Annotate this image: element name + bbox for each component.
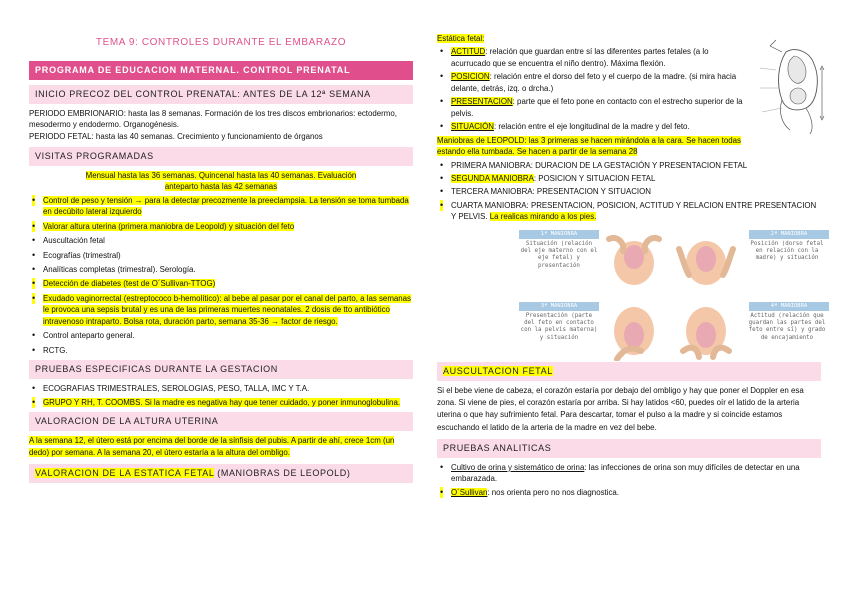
list-item-text: RCTG. [43,345,68,355]
list-item-text: Valorar altura uterina (primera maniobra de Leopold) y situación del feto [43,221,295,231]
section-pruebas-band: PRUEBAS ESPECIFICAS DURANTE LA GESTACION [29,360,413,379]
list-item [29,330,413,341]
list-item [437,487,821,498]
list-item-text: Detección de diabetes (test de O´Sullivan-TTOG) [43,279,216,289]
list-item-text: Control de peso y tensión → para la detectar precozmente la preeclampsia. La tensión se toma tumbada en decúbito lateral izquierdo [43,195,409,217]
maneuver-1-caption: Situación (relación del eje materno con el eje fetal) y presentación [520,240,598,269]
program-band: PROGRAMA DE EDUCACION MATERNAL. CONTROL PRENATAL [29,61,413,80]
estatica-fetal-highlight: Estática fetal: [437,34,485,43]
auscultacion-text: Si el bebe viene de cabeza, el corazón estaría por debajo del ombligo y hay que poner el Doppler en esa zona. Si viene de pies, el corazón estaría por arriba. Si hay latidos <60, puedes oír el latido de la arteria uterina o que hay sufrimiento fetal. Para descartar, tomar el pulso a la madre y si coincide estamos escuchando el latido de la arteria de la madre en vez del bebe. [437,385,804,432]
list-item [437,96,747,119]
list-item [437,462,821,485]
list-item-text: Ecografías (trimestral) [43,250,121,260]
test-description: : las infecciones de orina son muy difíciles de detectar en una embarazada. [451,462,800,484]
list-item [437,173,821,184]
list-item [437,121,747,132]
periodo-fetal-text: PERIODO FETAL: hasta las 40 semanas. Crecimiento y funcionamiento de órganos [29,132,323,142]
section-auscultacion-band [437,362,821,381]
maneuver-3-illustration [597,301,671,361]
maneuver-2-illustration [669,229,743,289]
maneuver-1-label: 1ª MANIOBRA [519,230,599,239]
visitas-list [29,195,413,356]
list-item [29,383,413,394]
list-item-text: Analíticas completas (trimestral). Serología. [43,265,196,275]
maniobra-tail: La realicas mirando a los pies. [489,212,597,222]
section-visitas-band: VISITAS PROGRAMADAS [29,147,413,166]
left-column [29,34,413,487]
page-title: TEMA 9: CONTROLES DURANTE EL EMBARAZO [95,37,347,48]
term-actitud: ACTITUD [451,47,486,57]
fetal-position-illustration [756,38,834,138]
maneuver-2-caption: Posición (dorso fetal en relación con la madre) y situación [750,240,824,262]
auscultacion-band-highlight: AUSCULTACION FETAL [443,365,553,376]
list-item [437,186,821,197]
visitas-schedule-text [29,170,413,193]
list-item [29,235,413,246]
right-column [437,33,826,500]
periodo-embrionario-text: PERIODO EMBRIONARIO: hasta las 8 semanas. Formación de los tres discos embrionarios: ectodermo, mesodermo y endodermo. Organogénesis. [29,108,397,129]
list-item-text: Exudado vaginorrectal (estreptococo b-hemolítico): al bebe al pasar por el canal del parto, a las semanas le provoca una sepsis brutal y es una de las primeras muertes neonatales. 2 dosis de tto antibiótico intravenoso intraparto. Bolsa rota, duración parto, semana 35-36 → factor de riesgo. [43,293,411,326]
maneuver-1-2-panel [519,229,824,287]
maniobra-text: : POSICION Y SITUACION FETAL [533,173,656,183]
maniobra-text: TERCERA MANIOBRA: PRESENTACION Y SITUACION [451,187,651,197]
definition-text: : relación entre el eje longitudinal de la madre y del feto. [493,122,690,132]
term-presentacion: PRESENTACION [451,97,513,107]
maniobra-text: PRIMERA MANIOBRA: DURACION DE LA GESTACIÓN Y PRESENTACION FETAL [451,160,748,170]
maneuver-3-label: 3ª MANIOBRA [519,302,599,311]
maneuver-1-illustration [597,229,671,289]
list-item [29,345,413,356]
definition-text: : parte que el feto pone en contacto con el estrecho superior de la pelvis. [451,97,743,118]
list-item [437,71,747,94]
maneuver-3-4-panel [519,301,826,359]
maniobra-highlight: SEGUNDA MANIOBRA [451,173,534,183]
estatica-band-highlight: VALORACION DE LA ESTATICA FETAL [35,468,215,479]
list-item [437,46,747,69]
list-item [29,195,413,218]
maniobra-text: CUARTA MANIOBRA: PRESENTACION, POSICION, ACTITUD Y RELACION ENTRE PRESENTACION Y PELVIS. [451,200,817,222]
test-name: O´Sullivan [451,487,488,497]
list-item-text: GRUPO Y RH, T. COOMBS. Si la madre es negativa hay que tener cuidado, y poner inmunoglobulina. [43,397,401,407]
list-item [29,264,413,275]
leopold-maneuvers-figure [437,229,826,359]
list-item [437,200,821,223]
section-inicio-band: INICIO PRECOZ DEL CONTROL PRENATAL: ANTES DE LA 12ª SEMANA [29,85,413,104]
section-analiticas-band: PRUEBAS ANALITICAS [437,439,821,458]
definition-text: : relación entre el dorso del feto y el cuerpo de la madre. (si mira hacia delante, detrás, izq. o drcha.) [451,72,737,93]
leopold-intro-highlight: Maniobras de LEOPOLD: las 3 primeras se hacen mirándola a la cara. Se hacen todas estando ella tumbada. Se hacen a partir de la semana 28 [437,135,741,157]
list-item-text: ECOGRAFIAS TRIMESTRALES, SEROLOGIAS, PESO, TALLA, IMC Y T.A. [43,384,310,394]
maneuver-2-label: 2ª MANIOBRA [749,230,829,239]
list-item [29,293,413,327]
altura-uterina-highlight: A la semana 12, el útero está por encima del borde de la sínfisis del pubis. A partir de ahí, crece 1cm (un dedo) por semana. A la semana 20, el útero estaría a la altura del ombligo. [29,436,395,457]
test-description: : nos orienta pero no nos diagnostica. [487,487,620,497]
analiticas-list [437,462,821,498]
estatica-list [437,46,747,132]
maneuver-4-caption: Actitud (relación que guardan las partes del feto entre sí) y grado de encajamiento [748,312,826,341]
altura-uterina-text [29,435,413,458]
list-item [29,397,413,408]
maneuver-4-label: 4ª MANIOBRA [749,302,829,311]
list-item-text: Control anteparto general. [43,331,135,341]
test-name: Cultivo de orina y sistemático de orina [451,462,585,472]
section-altura-band: VALORACION DE LA ALTURA UTERINA [29,412,413,431]
maneuver-3-caption: Presentación (parte del feto en contacto con la pelvis materna) y situación [520,312,598,341]
term-posicion: POSICION [451,72,490,82]
list-item [29,278,413,289]
list-item [29,221,413,232]
section-estatica-band [29,464,413,483]
maniobras-list [437,160,821,223]
estatica-band-sub: (MANIOBRAS DE LEOPOLD) [214,468,351,479]
list-item [29,250,413,261]
list-item-text: Auscultación fetal [43,236,105,246]
list-item [437,160,821,171]
term-situación: SITUACIÓN [451,122,494,132]
leopold-intro-text [437,135,757,158]
maneuver-4-illustration [669,301,743,361]
pruebas-list [29,383,413,408]
visitas-schedule-highlight: Mensual hasta las 36 semanas. Quincenal hasta las 40 semanas. Evaluación anteparto hasta las 42 semanas [85,170,357,192]
definition-text: : relación que guardan entre sí las diferentes partes fetales (a lo acurrucado que se encuentra el niño dentro). Máxima flexión. [451,47,709,68]
